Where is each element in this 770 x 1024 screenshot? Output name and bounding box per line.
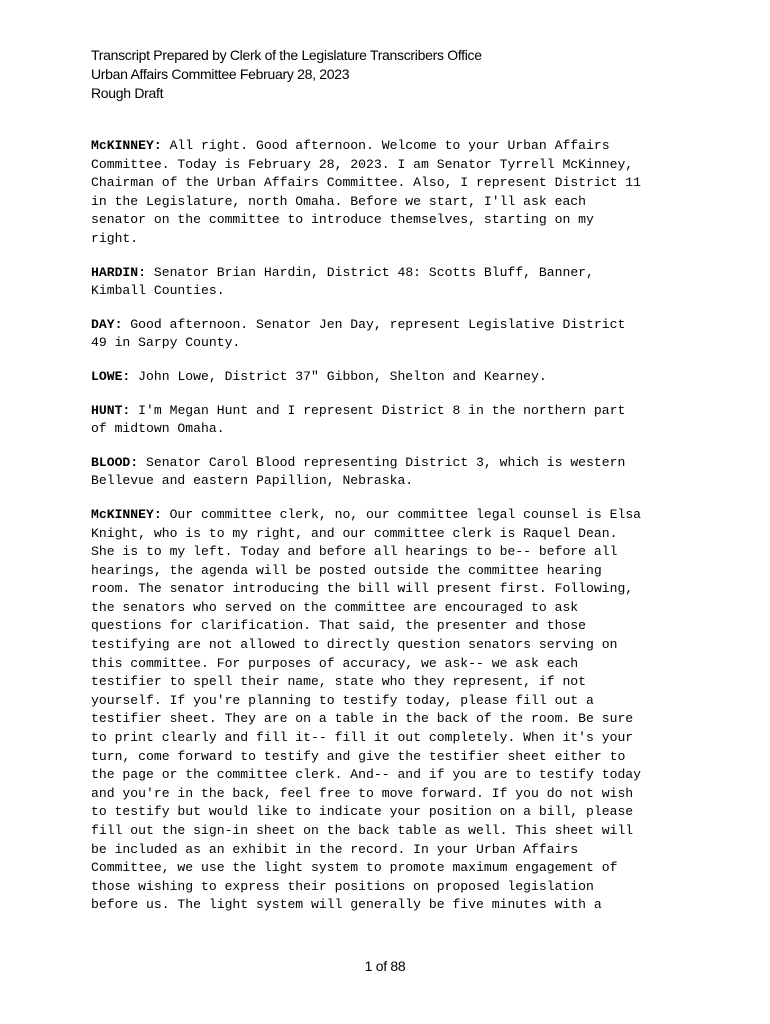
transcript-line (91, 673, 691, 692)
line-text: this committee. For purposes of accuracy, we ask-- we ask each (91, 655, 579, 671)
transcript-line (91, 334, 691, 353)
page-number: 1 of 88 (364, 958, 406, 974)
transcript-line (91, 729, 691, 748)
speaker-name: McKINNEY: (91, 138, 162, 153)
line-text: hearings, the agenda will be posted outside the committee hearing (91, 562, 602, 578)
transcript-line (91, 137, 691, 156)
transcript-line (91, 562, 691, 581)
transcript-line (91, 617, 691, 636)
line-text: turn, come forward to testify and give the testifier sheet either to (91, 748, 626, 764)
transcript-line (91, 264, 691, 283)
transcript-line (91, 766, 691, 785)
line-text: the senators who served on the committee are encouraged to ask (91, 599, 579, 615)
speaker-name: DAY: (91, 316, 123, 332)
transcript-line (91, 156, 691, 175)
transcript-line (91, 525, 691, 544)
document-header (91, 46, 482, 103)
line-text: to print clearly and fill it-- fill it out completely. When it's your (91, 730, 634, 746)
line-text: yourself. If you're planning to testify today, please fill out a (91, 692, 594, 708)
speaker-name: LOWE: (91, 368, 131, 384)
line-text: testifier to spell their name, state who they represent, if not (91, 674, 587, 690)
line-text: Chairman of the Urban Affairs Committee. Also, I represent District 11 (91, 175, 642, 191)
transcript-paragraph (91, 368, 691, 387)
line-text: Knight, who is to my right, and our committee clerk is Raquel Dean. (91, 525, 618, 541)
header-title: Transcript Prepared by Clerk of the Legislature Transcribers Office (91, 47, 482, 63)
line-text: John Lowe, District 37" Gibbon, Shelton and Kearney. (130, 368, 547, 384)
transcript-body (91, 137, 691, 930)
transcript-line (91, 785, 691, 804)
line-text: right. (91, 230, 139, 246)
transcript-line (91, 896, 691, 915)
transcript-line (91, 472, 691, 491)
line-text: be included as an exhibit in the record. In your Urban Affairs (91, 841, 579, 857)
transcript-line (91, 803, 691, 822)
transcript-line (91, 193, 691, 212)
transcript-line (91, 748, 691, 767)
transcript-line (91, 506, 691, 525)
line-text: questions for clarification. That said, the presenter and those (91, 618, 587, 634)
line-text: 49 in Sarpy County. (91, 335, 241, 351)
line-text: Senator Brian Hardin, District 48: Scotts Bluff, Banner, (146, 264, 594, 280)
transcript-line (91, 174, 691, 193)
transcript-line (91, 636, 691, 655)
line-text: Kimball Counties. (91, 283, 225, 299)
transcript-line (91, 822, 691, 841)
line-text: those wishing to express their positions on proposed legislation (91, 878, 594, 894)
line-text: the page or the committee clerk. And-- and if you are to testify today (91, 767, 642, 783)
line-text: before us. The light system will generally be five minutes with a (91, 897, 602, 913)
transcript-line (91, 420, 691, 439)
header-draft-status: Rough Draft (91, 85, 164, 101)
transcript-paragraph (91, 316, 691, 353)
line-text: to testify but would like to indicate your position on a bill, please (91, 804, 634, 820)
line-text: Good afternoon. Senator Jen Day, represent Legislative District (122, 316, 626, 332)
transcript-line (91, 655, 691, 674)
transcript-line (91, 599, 691, 618)
transcript-line (91, 368, 691, 387)
transcript-line (91, 316, 691, 335)
transcript-line (91, 878, 691, 897)
transcript-line (91, 859, 691, 878)
line-text: senator on the committee to introduce themselves, starting on my (91, 212, 594, 228)
line-text: fill out the sign-in sheet on the back table as well. This sheet will (91, 823, 634, 838)
speaker-name: McKINNEY: (91, 506, 162, 522)
transcript-paragraph (91, 506, 691, 915)
transcript-line (91, 402, 691, 421)
line-text: of midtown Omaha. (91, 421, 225, 437)
speaker-name: HARDIN: (91, 264, 147, 280)
line-text: Senator Carol Blood representing District 3, which is western (138, 454, 626, 470)
line-text: I'm Megan Hunt and I represent District 8 in the northern part (130, 402, 626, 418)
line-text: testifying are not allowed to directly question senators serving on (91, 637, 618, 653)
transcript-paragraph (91, 402, 691, 439)
line-text: and you're in the back, feel free to move forward. If you do not wish (91, 785, 634, 801)
line-text: She is to my left. Today and before all hearings to be-- before all (91, 544, 618, 560)
transcript-line (91, 211, 691, 230)
transcript-line (91, 282, 691, 301)
transcript-line (91, 543, 691, 562)
transcript-line (91, 230, 691, 249)
transcript-line (91, 454, 691, 473)
transcript-paragraph (91, 137, 691, 249)
line-text: testifier sheet. They are on a table in the back of the room. Be sure (91, 711, 634, 727)
line-text: in the Legislature, north Omaha. Before we start, I'll ask each (91, 193, 587, 209)
line-text: room. The senator introducing the bill will present first. Following, (91, 581, 634, 597)
speaker-name: BLOOD: (91, 454, 139, 470)
line-text: Committee, we use the light system to promote maximum engagement of (91, 860, 618, 876)
transcript-paragraph (91, 454, 691, 491)
line-text: All right. Good afternoon. Welcome to your Urban Affairs (161, 138, 610, 153)
speaker-name: HUNT: (91, 402, 131, 418)
line-text: Committee. Today is February 28, 2023. I am Senator Tyrrell McKinney, (91, 156, 634, 172)
header-committee-date: Urban Affairs Committee February 28, 2023 (91, 66, 350, 82)
line-text: Our committee clerk, no, our committee legal counsel is Elsa (161, 506, 642, 522)
line-text: Bellevue and eastern Papillion, Nebraska. (91, 473, 414, 489)
transcript-paragraph (91, 264, 691, 301)
transcript-line (91, 841, 691, 860)
transcript-line (91, 692, 691, 711)
transcript-line (91, 710, 691, 729)
transcript-line (91, 580, 691, 599)
